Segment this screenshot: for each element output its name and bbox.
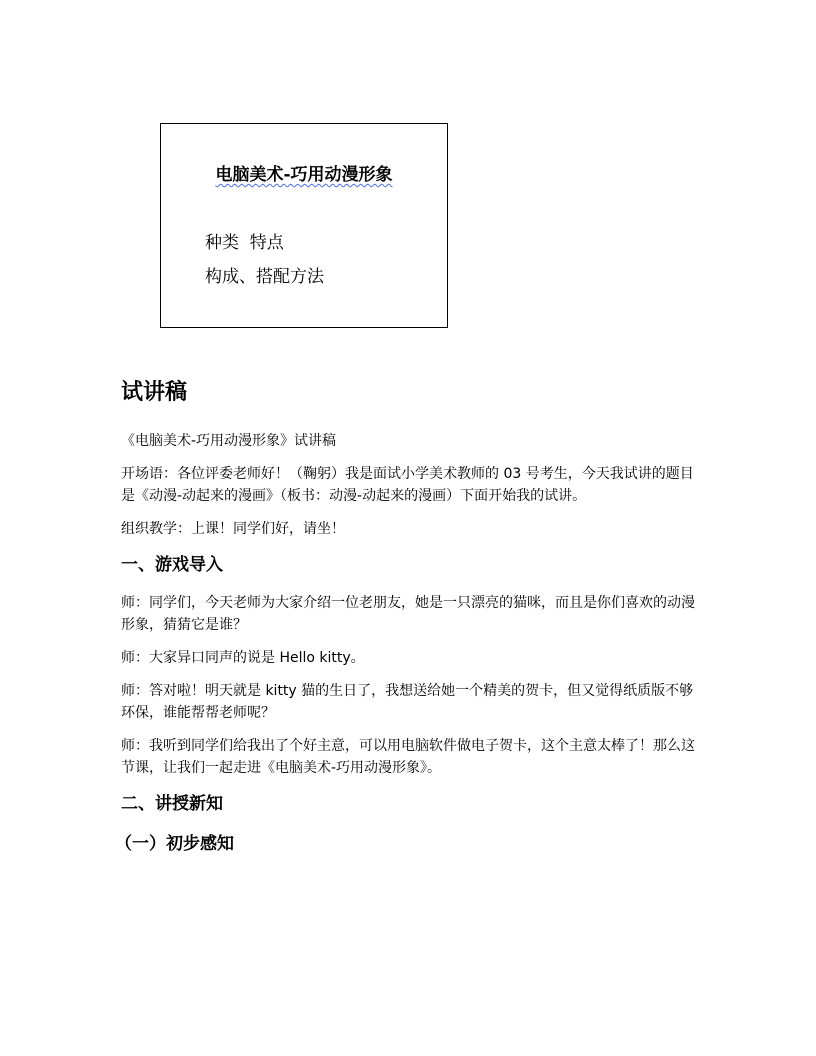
document-body (115, 378, 701, 857)
subheading-initial-perception: （一）初步感知 (115, 834, 234, 854)
opening-paragraph: 开场语：各位评委老师好！（鞠躬）我是面试小学美术教师的 03 号考生，今天我试讲的题目是《动漫-动起来的漫画》（板书：动漫-动起来的漫画）下面开始我的试讲。 (121, 466, 694, 504)
slide-title (161, 160, 447, 185)
document-subtitle: 《电脑美术-巧用动漫形象》试讲稿 (121, 433, 337, 449)
section-heading-game-intro: 一、游戏导入 (121, 555, 223, 575)
document-title: 试讲稿 (121, 380, 188, 405)
section-heading-new-knowledge: 二、讲授新知 (121, 794, 223, 814)
slide-bullet-1: 种类 特点 (205, 233, 284, 253)
slide-title-text: 电脑美术-巧用动漫形象 (215, 165, 393, 185)
teacher-paragraph-1: 师：同学们，今天老师为大家介绍一位老朋友，她是一只漂亮的猫咪，而且是你们喜欢的动漫形象，猜猜它是谁？ (121, 595, 695, 633)
slide-preview (160, 123, 448, 328)
slide-bullet-2: 构成、搭配方法 (205, 267, 324, 287)
teacher-paragraph-2: 师：大家异口同声的说是 Hello kitty。 (121, 650, 365, 666)
organize-paragraph: 组织教学：上课！同学们好，请坐！ (121, 521, 345, 537)
teacher-paragraph-4: 师：我听到同学们给我出了个好主意，可以用电脑软件做电子贺卡，这个主意太棒了！那么这节课，让我们一起走进《电脑美术-巧用动漫形象》。 (121, 738, 695, 776)
teacher-paragraph-3: 师：答对啦！明天就是 kitty 猫的生日了，我想送给她一个精美的贺卡，但又觉得纸质版不够环保，谁能帮帮老师呢？ (121, 683, 694, 721)
